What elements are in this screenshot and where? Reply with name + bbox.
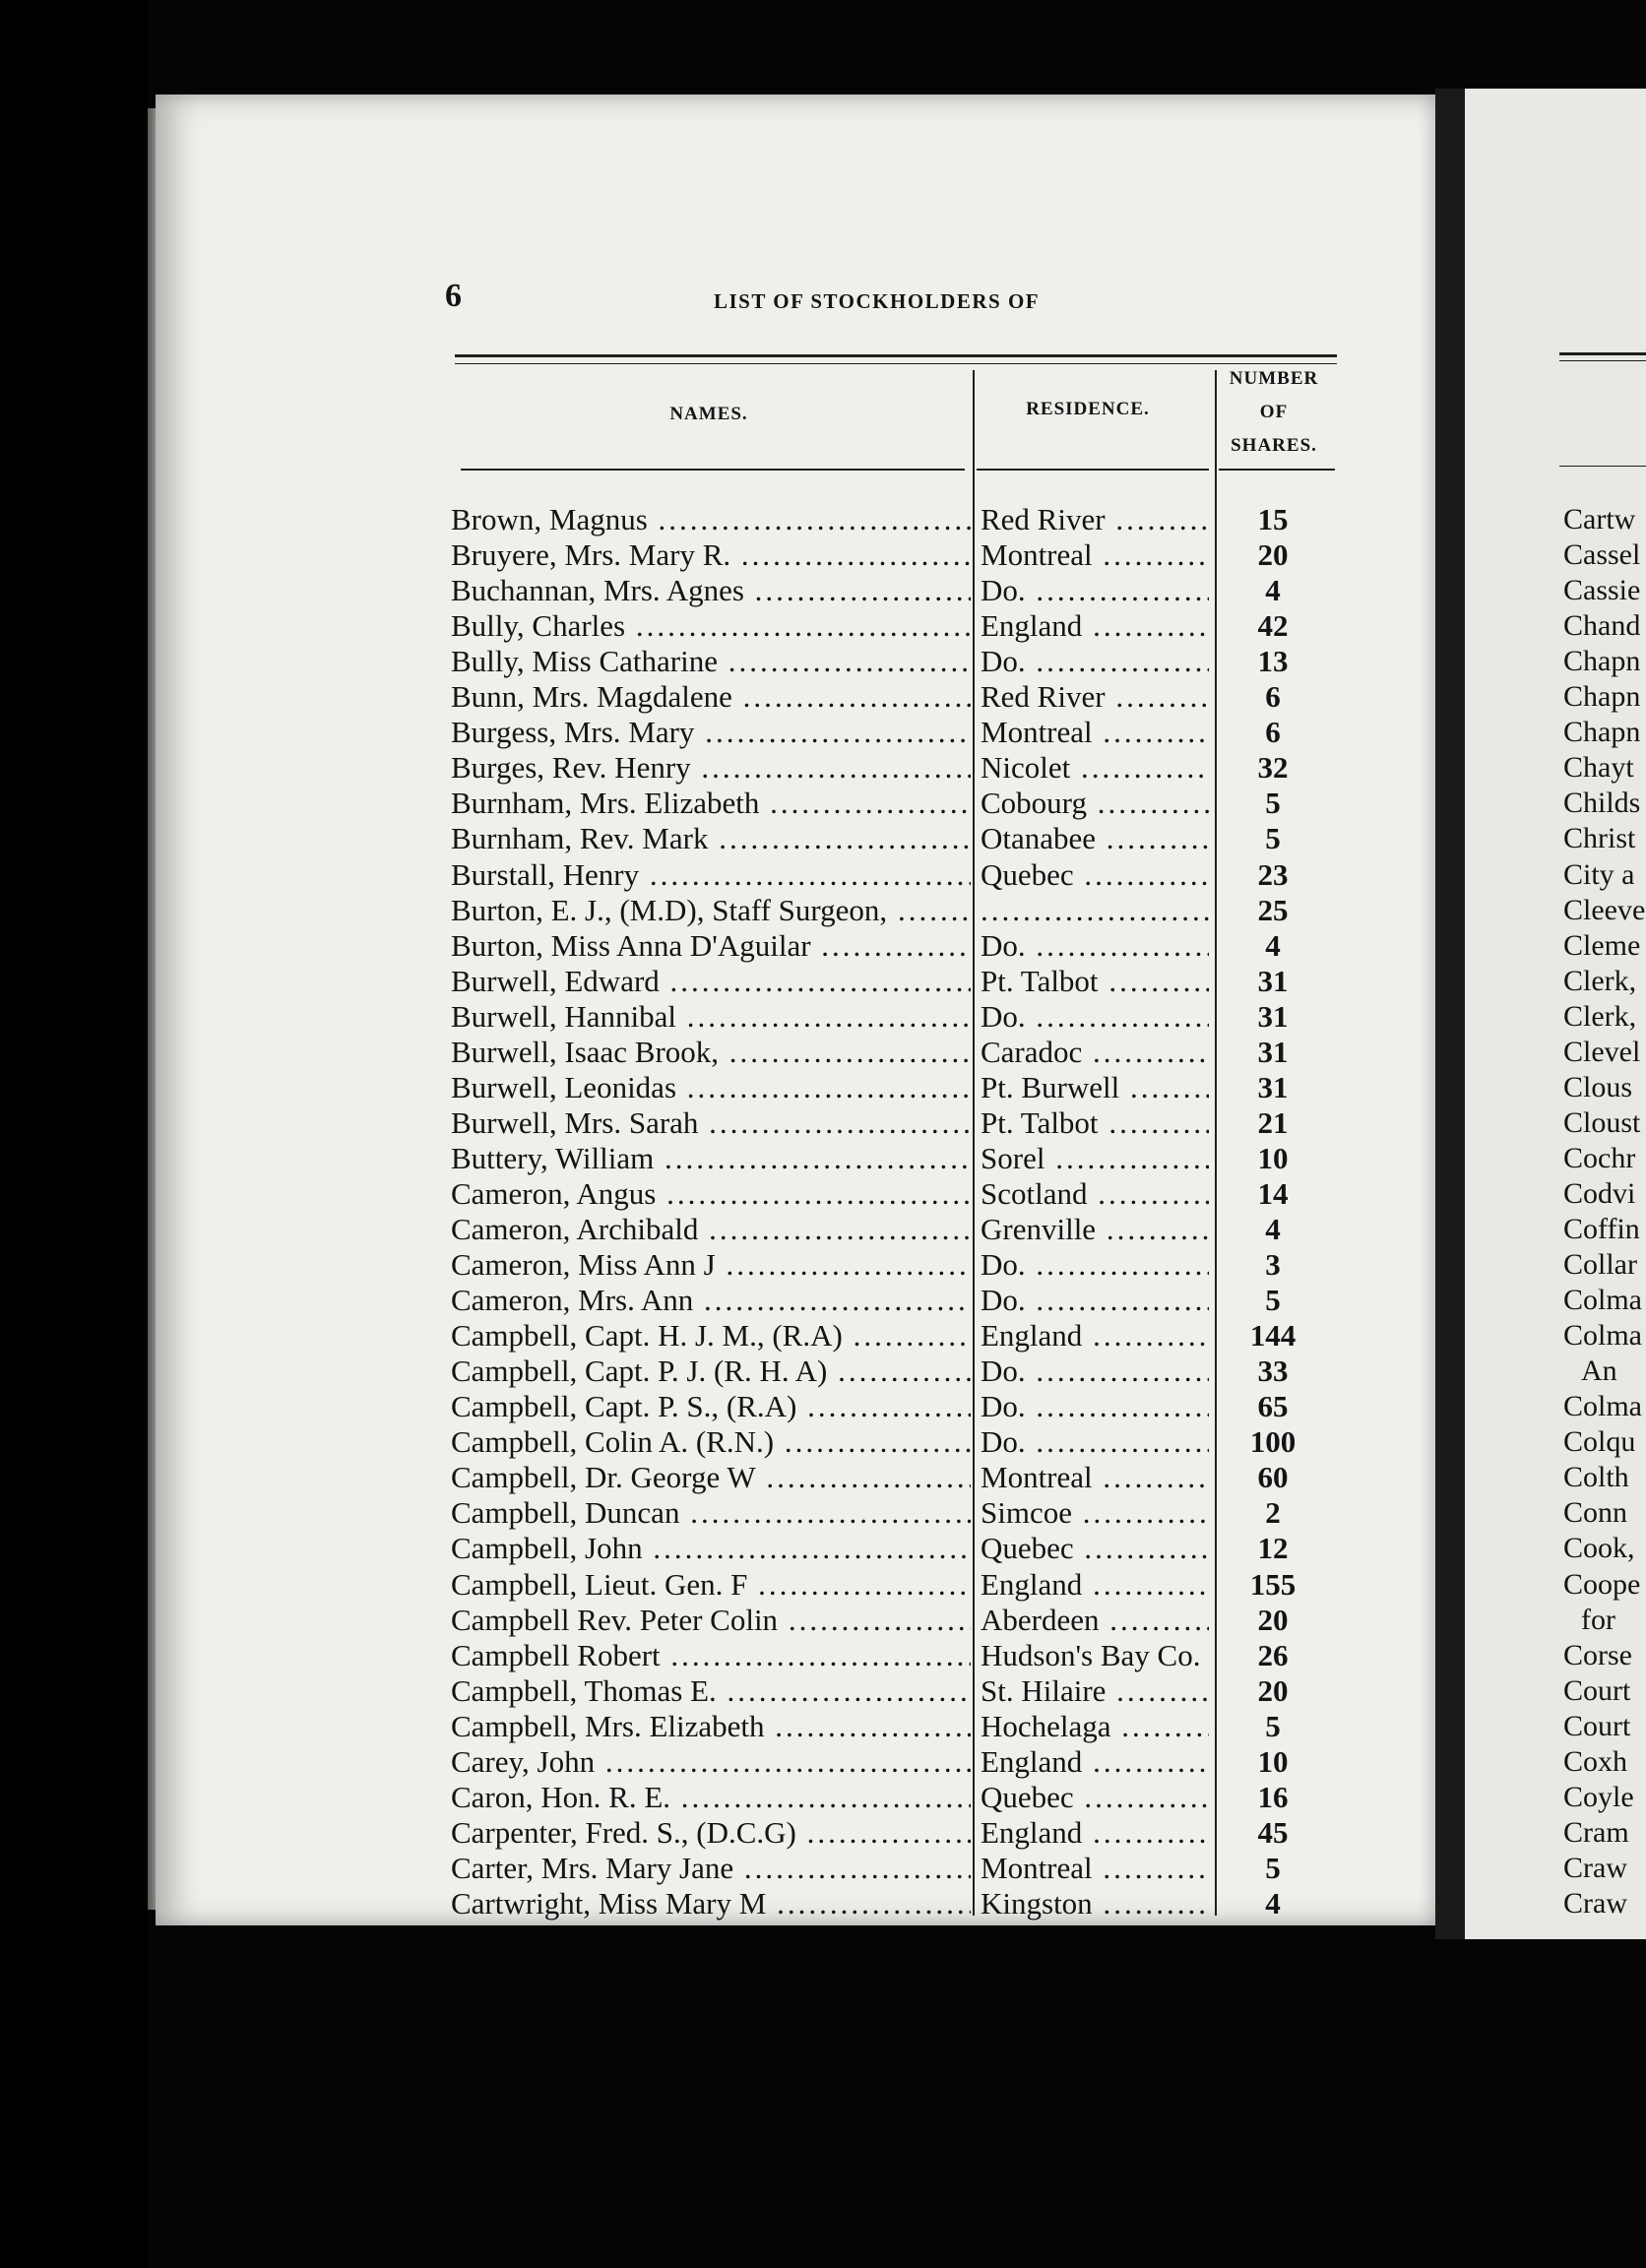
- facing-page-line: Cassie: [1563, 574, 1641, 607]
- stockholder-residence: Caradoc .....: [981, 1035, 1209, 1070]
- stockholder-shares: 5: [1265, 821, 1281, 856]
- stockholder-shares: 20: [1257, 1672, 1289, 1708]
- stockholder-name: Bully, Miss Catharine .....: [451, 644, 971, 679]
- facing-page-line: Colma: [1563, 1284, 1642, 1317]
- table-row: [451, 1283, 1337, 1318]
- facing-page-line: Cochr: [1563, 1141, 1636, 1174]
- table-row: [451, 1141, 1337, 1176]
- table-row: [451, 1780, 1337, 1815]
- stockholder-residence: Pt. Talbot .....: [981, 1105, 1209, 1141]
- stockholder-name: Caron, Hon. R. E. .....: [451, 1780, 971, 1815]
- stockholder-residence: Otanabee .....: [981, 821, 1209, 856]
- stockholder-name: Carey, John .....: [451, 1744, 971, 1780]
- table-row: [451, 1389, 1337, 1424]
- facing-page-line: Corse: [1563, 1638, 1632, 1671]
- facing-page-line: Chapn: [1563, 645, 1641, 678]
- stockholder-name: Burwell, Hannibal .....: [451, 999, 971, 1035]
- table-row: [451, 715, 1337, 750]
- stockholder-name: Buchannan, Mrs. Agnes .....: [451, 573, 971, 608]
- stockholder-shares: 20: [1257, 537, 1289, 573]
- facing-page-line: Cartw: [1563, 503, 1636, 536]
- stockholder-shares: 20: [1257, 1602, 1289, 1637]
- stockholder-residence: Do. .....: [981, 1247, 1209, 1283]
- table-row: [451, 1176, 1337, 1212]
- stockholder-name: Carpenter, Fred. S., (D.C.G) .....: [451, 1815, 971, 1851]
- stockholder-residence: Sorel .....: [981, 1141, 1209, 1176]
- facing-page-line: Coxh: [1563, 1744, 1628, 1778]
- facing-page-rule-thin: [1559, 360, 1646, 361]
- stockholder-name: Buttery, William .....: [451, 1141, 971, 1176]
- facing-page-line: Cleeve: [1563, 893, 1646, 926]
- stockholder-shares: 5: [1265, 1708, 1281, 1743]
- table-row: [451, 750, 1337, 786]
- facing-page: [1465, 89, 1646, 1939]
- stockholder-shares: 45: [1257, 1814, 1289, 1850]
- stockholder-name: Bully, Charles .....: [451, 608, 971, 644]
- names-header-rule: [461, 469, 965, 471]
- top-rule-thin: [455, 363, 1337, 364]
- facing-page-line: Court: [1563, 1709, 1631, 1742]
- stockholder-residence: Quebec .....: [981, 857, 1209, 893]
- stockholder-shares: 155: [1249, 1566, 1297, 1602]
- facing-page-line: Christ: [1563, 822, 1636, 855]
- column-header-residence: RESIDENCE.: [1026, 399, 1150, 419]
- column-header-shares: [1216, 362, 1332, 463]
- stockholder-shares: 31: [1257, 963, 1289, 998]
- table-row: [451, 502, 1337, 537]
- stockholder-name: Campbell, Capt. P. J. (R. H. A) .....: [451, 1354, 971, 1389]
- stockholder-shares: 5: [1265, 1283, 1281, 1318]
- table-row: [451, 1035, 1337, 1070]
- facing-page-line: An: [1581, 1354, 1617, 1388]
- facing-page-line: Craw: [1563, 1851, 1627, 1884]
- stockholder-residence: Do. .....: [981, 1354, 1209, 1389]
- stockholder-shares: 6: [1265, 715, 1281, 750]
- table-row: [451, 1460, 1337, 1495]
- stockholder-residence: Red River .....: [981, 679, 1209, 715]
- running-head: LIST OF STOCKHOLDERS OF: [714, 289, 1041, 313]
- stockholder-residence: England .....: [981, 1744, 1209, 1780]
- table-row: [451, 644, 1337, 679]
- stockholder-shares: 4: [1265, 927, 1281, 963]
- stockholder-residence: Do. .....: [981, 1424, 1209, 1460]
- stockholder-residence: Montreal .....: [981, 715, 1209, 750]
- facing-page-line: Cram: [1563, 1815, 1629, 1849]
- facing-page-line: Clevel: [1563, 1035, 1641, 1068]
- stockholder-shares: 6: [1265, 679, 1281, 715]
- stockholder-shares: 32: [1257, 750, 1289, 786]
- stockholder-residence: Do. .....: [981, 928, 1209, 964]
- shares-header-line2: OF: [1259, 402, 1289, 422]
- table-row: [451, 1638, 1337, 1673]
- stockholder-residence: Do. .....: [981, 573, 1209, 608]
- table-row: [451, 1354, 1337, 1389]
- table-row: [451, 1247, 1337, 1283]
- stockholder-name: Burwell, Leonidas .....: [451, 1070, 971, 1105]
- stockholder-name: Campbell Rev. Peter Colin .....: [451, 1603, 971, 1638]
- table-row: [451, 537, 1337, 573]
- stockholder-name: Burgess, Mrs. Mary .....: [451, 715, 971, 750]
- table-row: [451, 1673, 1337, 1709]
- facing-page-line: Collar: [1563, 1248, 1637, 1282]
- stockholder-name: Carter, Mrs. Mary Jane .....: [451, 1851, 971, 1886]
- stockholder-name: Burwell, Mrs. Sarah .....: [451, 1105, 971, 1141]
- book-gutter: [1435, 89, 1465, 1939]
- stockholder-name: Campbell Robert .....: [451, 1638, 971, 1673]
- stockholder-shares: 4: [1265, 1212, 1281, 1246]
- facing-page-line: City a: [1563, 857, 1635, 891]
- stockholder-name: Cameron, Archibald .....: [451, 1212, 971, 1247]
- stockholder-residence: Quebec .....: [981, 1780, 1209, 1815]
- scan-border: [0, 0, 148, 2268]
- table-row: [451, 573, 1337, 608]
- facing-page-line: Coffin: [1563, 1213, 1640, 1245]
- stockholder-name: Campbell, Dr. George W .....: [451, 1460, 971, 1495]
- stockholder-shares: 26: [1257, 1637, 1289, 1672]
- table-row: [451, 964, 1337, 999]
- stockholder-name: Cameron, Angus .....: [451, 1176, 971, 1212]
- table-row: [451, 1212, 1337, 1247]
- table-row: [451, 679, 1337, 715]
- stockholder-name: Bunn, Mrs. Magdalene .....: [451, 679, 971, 715]
- stockholder-residence: Kingston .....: [981, 1886, 1209, 1922]
- stockholder-residence: Do. .....: [981, 999, 1209, 1035]
- stockholder-shares: 13: [1257, 644, 1289, 679]
- table-row: [451, 786, 1337, 821]
- stockholder-shares: 31: [1257, 1034, 1289, 1069]
- table-row: [451, 608, 1337, 644]
- table-row: [451, 893, 1337, 928]
- facing-page-line: Craw: [1563, 1886, 1627, 1920]
- stockholder-residence: Scotland .....: [981, 1176, 1209, 1212]
- stockholder-shares: 31: [1257, 998, 1289, 1034]
- stockholder-residence: Aberdeen .....: [981, 1603, 1209, 1638]
- stockholder-shares: 23: [1257, 856, 1289, 892]
- table-row: [451, 1603, 1337, 1638]
- stockholder-residence: Simcoe .....: [981, 1495, 1209, 1531]
- top-rule: [455, 354, 1337, 357]
- facing-page-line: Chayt: [1563, 751, 1634, 785]
- table-row: [451, 1318, 1337, 1354]
- stockholder-shares: 16: [1257, 1779, 1289, 1814]
- stockholder-name: Burnham, Mrs. Elizabeth .....: [451, 786, 971, 821]
- stockholder-name: Campbell, Colin A. (R.N.) .....: [451, 1424, 971, 1460]
- stockholder-shares: 14: [1257, 1175, 1289, 1211]
- stockholder-name: Bruyere, Mrs. Mary R. .....: [451, 537, 971, 573]
- facing-page-line: Clous: [1563, 1070, 1633, 1103]
- stockholder-name: Burges, Rev. Henry .....: [451, 750, 971, 786]
- table-row: [451, 999, 1337, 1035]
- facing-page-line: Cloust: [1563, 1105, 1641, 1139]
- stockholder-shares: 42: [1257, 608, 1289, 644]
- stockholder-residence: England .....: [981, 608, 1209, 644]
- stockholder-residence: Hochelaga .....: [981, 1709, 1209, 1744]
- facing-page-line: Coyle: [1563, 1780, 1634, 1813]
- stockholder-residence: St. Hilaire .....: [981, 1673, 1209, 1709]
- stockholder-residence: Do. .....: [981, 1389, 1209, 1424]
- stockholder-residence: Grenville .....: [981, 1212, 1209, 1247]
- stockholder-name: Burton, E. J., (M.D), Staff Surgeon, .....: [451, 893, 971, 928]
- stockholder-name: Campbell, Thomas E. .....: [451, 1673, 971, 1709]
- facing-page-line: Colma: [1563, 1319, 1642, 1353]
- stockholder-name: Burwell, Isaac Brook, .....: [451, 1035, 971, 1070]
- stockholder-shares: 31: [1257, 1069, 1289, 1104]
- stockholder-shares: 5: [1265, 786, 1281, 821]
- column-header-names: NAMES.: [669, 404, 748, 424]
- facing-page-line: Cook,: [1563, 1532, 1635, 1565]
- stockholder-shares: 10: [1257, 1140, 1289, 1175]
- stockholder-residence: Cobourg .....: [981, 786, 1209, 821]
- table-row: [451, 1709, 1337, 1744]
- facing-page-line: Clerk,: [1563, 964, 1637, 997]
- table-row: [451, 821, 1337, 856]
- stockholder-name: Burwell, Edward .....: [451, 964, 971, 999]
- facing-page-line: Court: [1563, 1673, 1631, 1707]
- shares-header-line3: SHARES.: [1231, 435, 1317, 456]
- stockholder-shares: 25: [1257, 892, 1289, 927]
- table-row: [451, 928, 1337, 964]
- stockholder-residence: Hudson's Bay Co. .....: [981, 1638, 1209, 1673]
- facing-page-line: Cassel: [1563, 538, 1641, 572]
- table-row: [451, 1851, 1337, 1886]
- table-row: [451, 1744, 1337, 1780]
- facing-page-line: Childs: [1563, 787, 1641, 820]
- stockholder-name: Campbell, Capt. P. S., (R.A) .....: [451, 1389, 971, 1424]
- stockholder-residence: Quebec .....: [981, 1531, 1209, 1566]
- facing-page-line: Cleme: [1563, 928, 1641, 962]
- facing-page-rule: [1559, 352, 1646, 355]
- table-row: [451, 1070, 1337, 1105]
- stockholder-name: Burstall, Henry .....: [451, 857, 971, 893]
- page-number: 6: [445, 278, 462, 314]
- stockholder-shares: 3: [1265, 1247, 1281, 1283]
- stockholder-shares: 65: [1257, 1389, 1289, 1424]
- stockholder-shares: 4: [1265, 573, 1281, 608]
- stockholder-name: Campbell, John .....: [451, 1531, 971, 1566]
- stockholder-name: Burton, Miss Anna D'Aguilar .....: [451, 928, 971, 964]
- stockholder-shares: 12: [1257, 1531, 1289, 1566]
- table-row: [451, 1424, 1337, 1460]
- stockholder-shares: 60: [1257, 1460, 1289, 1495]
- stockholder-shares: 15: [1257, 502, 1289, 536]
- stockholder-shares: 33: [1257, 1354, 1289, 1389]
- facing-page-line: Chapn: [1563, 716, 1641, 749]
- stockholder-residence: England .....: [981, 1318, 1209, 1354]
- stockholder-residence: England .....: [981, 1567, 1209, 1603]
- stockholder-name: Campbell, Lieut. Gen. F .....: [451, 1567, 971, 1603]
- table-row: [451, 1105, 1337, 1141]
- stockholder-shares: 5: [1265, 1850, 1281, 1885]
- stockholder-residence: Pt. Burwell .....: [981, 1070, 1209, 1105]
- facing-page-line: Conn: [1563, 1496, 1628, 1530]
- stockholder-shares: 21: [1257, 1104, 1289, 1140]
- facing-page-line: Coope: [1563, 1567, 1641, 1601]
- stockholder-shares: 144: [1249, 1318, 1297, 1354]
- stockholder-name: Cartwright, Miss Mary M .....: [451, 1886, 971, 1922]
- stockholder-residence: [981, 893, 1209, 928]
- stockholder-residence: England .....: [981, 1815, 1209, 1851]
- stockholder-residence: Red River .....: [981, 502, 1209, 537]
- table-row: [451, 1815, 1337, 1851]
- table-row: [451, 1567, 1337, 1603]
- facing-page-line: Clerk,: [1563, 999, 1637, 1033]
- table-row: [451, 1531, 1337, 1566]
- stockholder-shares: 10: [1257, 1743, 1289, 1779]
- stockholder-name: Campbell, Mrs. Elizabeth .....: [451, 1709, 971, 1744]
- stockholder-name: Campbell, Duncan .....: [451, 1495, 971, 1531]
- stockholder-shares: 4: [1265, 1885, 1281, 1921]
- stockholder-name: Brown, Magnus .....: [451, 502, 971, 537]
- facing-page-line: Codvi: [1563, 1176, 1636, 1210]
- stockholder-residence: Pt. Talbot .....: [981, 964, 1209, 999]
- stockholder-residence: Montreal .....: [981, 1460, 1209, 1495]
- facing-page-line: Chapn: [1563, 680, 1641, 714]
- shares-header-line1: NUMBER: [1229, 368, 1319, 389]
- table-row: [451, 857, 1337, 893]
- facing-page-line: Chand: [1563, 609, 1641, 643]
- facing-page-line: Colqu: [1563, 1425, 1636, 1459]
- stockholder-residence: Montreal .....: [981, 1851, 1209, 1886]
- stockholder-residence: Montreal .....: [981, 537, 1209, 573]
- table-row: [451, 1495, 1337, 1531]
- stockholder-shares: 100: [1249, 1424, 1297, 1460]
- facing-page-header-rule: [1559, 466, 1646, 467]
- shares-header-rule: [1219, 469, 1335, 471]
- table-row: [451, 1886, 1337, 1922]
- stockholder-shares: 2: [1265, 1495, 1281, 1531]
- stockholder-name: Cameron, Miss Ann J .....: [451, 1247, 971, 1283]
- stockholder-residence: Nicolet .....: [981, 750, 1209, 786]
- facing-page-line: Colma: [1563, 1390, 1642, 1423]
- stockholder-name: Cameron, Mrs. Ann .....: [451, 1283, 971, 1318]
- stockholder-name: Campbell, Capt. H. J. M., (R.A) .....: [451, 1318, 971, 1354]
- stockholder-residence: Do. .....: [981, 1283, 1209, 1318]
- residence-header-rule: [977, 469, 1209, 471]
- stockholder-residence: Do. .....: [981, 644, 1209, 679]
- facing-page-line: for: [1581, 1603, 1615, 1636]
- stockholder-name: Burnham, Rev. Mark .....: [451, 821, 971, 856]
- facing-page-line: Colth: [1563, 1461, 1629, 1494]
